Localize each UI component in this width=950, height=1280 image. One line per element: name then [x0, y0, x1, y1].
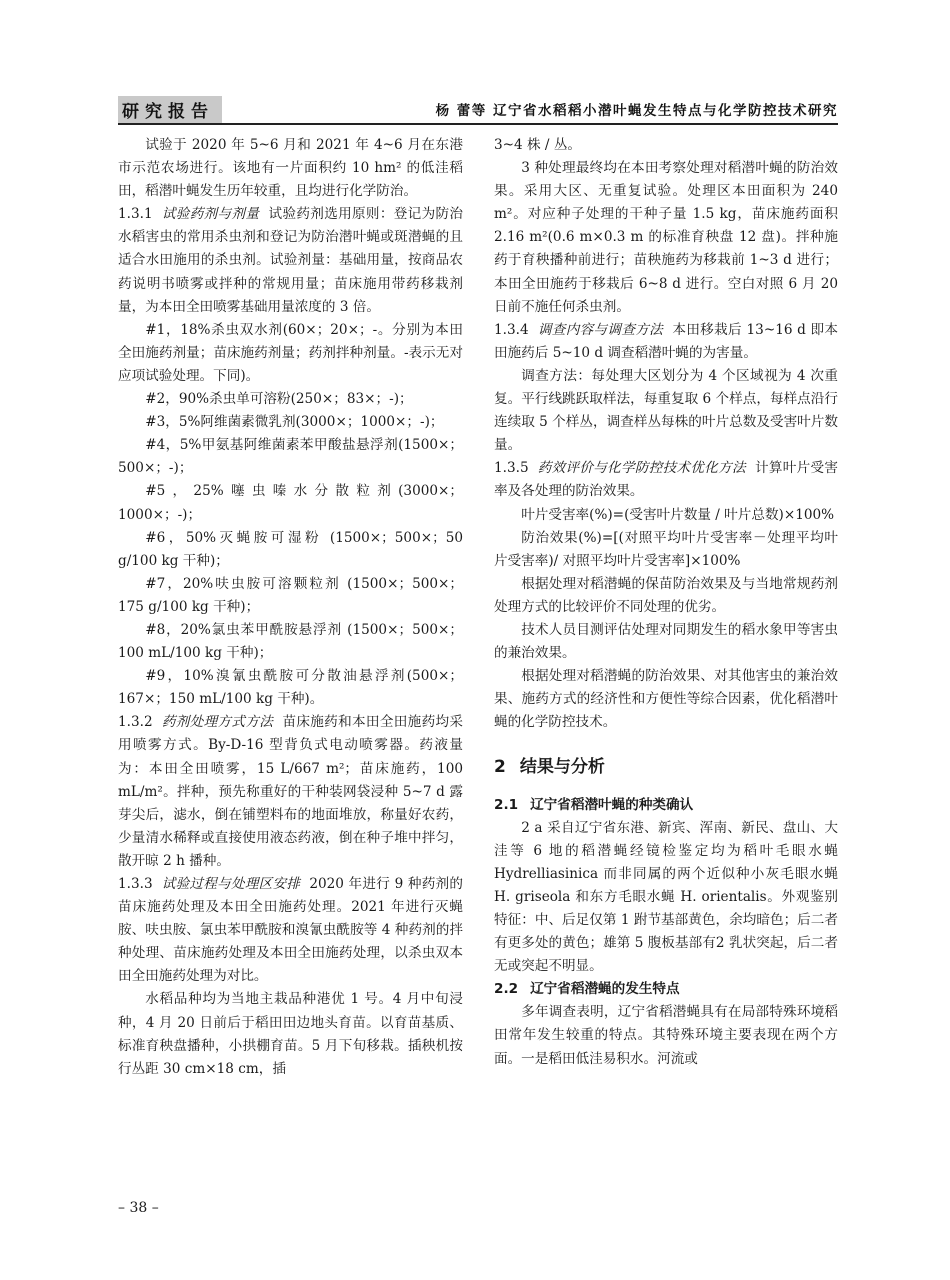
paragraph: #6，50%灭蝇胺可湿粉 (1500×；500×；50 g/100 kg 干种)；	[118, 529, 463, 569]
running-title: 杨 蕾等 辽宁省水稻稻小潜叶蝇发生特点与化学防控技术研究	[435, 103, 838, 119]
subsection-number: 1.3.2	[118, 714, 153, 731]
subsection-text: 计算叶片受害率及各处理的防治效果。	[494, 460, 838, 500]
left-column	[118, 134, 463, 1081]
subsection-text: 苗床施药和本田全田施药均采用喷雾方式。By-D-16 型背负式电动喷雾器。药液量为：本田全田喷雾，15 L/667 m²；苗床施药，100 mL/m²。拌种，预先称重好的干种装网袋浸种 5~7 d 露芽尖后，滤水，倒在铺塑料布的地面堆放，称量好农药，少量清水稀释或直接使用液态药液，倒在种子堆中拌匀，散开晾 2 h 播种。	[118, 714, 463, 869]
subsection-number: 2.1	[494, 796, 519, 813]
subsection-heading	[494, 794, 838, 817]
paragraph: 水稻品种均为当地主栽品种港优 1 号。4 月中旬浸种，4 月 20 日前后于稻田田边地头育苗。以育苗基质、标准育秧盘播种，小拱棚育苗。5 月下旬移栽。插秧机按行丛距 30 cm×18 cm，插	[118, 991, 463, 1077]
page-number: – 38 –	[118, 1200, 159, 1216]
paragraph: 多年调查表明，辽宁省稻潜蝇具有在局部特殊环境稻田常年发生较重的特点。其特殊环境主要表现在两个方面。一是稻田低洼易积水。河流或	[494, 1004, 838, 1067]
subsection-title: 药剂处理方式方法	[161, 714, 274, 731]
right-column	[494, 134, 838, 1071]
section-number: 2	[494, 757, 506, 778]
subsection-number: 1.3.1	[118, 206, 153, 223]
subsection-paragraph	[494, 457, 838, 503]
paragraph: #7，20%呋虫胺可溶颗粒剂 (1500×；500×；175 g/100 kg 干种)；	[118, 575, 463, 615]
paragraph: 3~4 株 / 丛。	[494, 137, 582, 153]
paragraph: #5，25%噻虫嗪水分散粒剂(3000×；1000×；-)；	[118, 483, 463, 523]
subsection-title: 调查内容与调查方法	[537, 321, 664, 338]
paragraph: #1，18%杀虫双水剂(60×；20×；-。分别为本田全田施药剂量；苗床施药剂量；药剂拌种剂量。-表示无对应项试验处理。下同)。	[118, 321, 463, 384]
subsection-paragraph	[118, 203, 463, 318]
subsection-number: 1.3.3	[118, 876, 153, 892]
subsection-number: 1.3.5	[494, 460, 529, 477]
subsection-title: 试验过程与处理区安排	[161, 876, 301, 892]
paragraph: #9，10%溴氰虫酰胺可分散油悬浮剂(500×；167×；150 mL/100 kg 干种)。	[118, 668, 463, 708]
paragraph: 叶片受害率(%)=(受害叶片数量 / 叶片总数)×100%	[521, 506, 835, 523]
running-header	[118, 96, 838, 122]
subsection-text: 2020 年进行 9 种药剂的苗床施药处理及本田全田施药处理。2021 年进行灭蝇胺、呋虫胺、氯虫苯甲酰胺和溴氰虫酰胺等 4 种药剂的拌种处理、苗床施药处理及本田全田施药处理，以杀虫双本田全田施药处理为对比。	[118, 876, 463, 985]
subsection-number: 2.2	[494, 981, 519, 998]
subsection-paragraph	[118, 873, 463, 988]
paragraph: 调查方法：每处理大区划分为 4 个区域视为 4 次重复。平行线跳跃取样法，每重复取 6 个样点，每样点沿行连续取 5 个样丛，调查样丛每株的叶片总数及受害叶片数量。	[494, 367, 838, 454]
subsection-text: 本田移栽后 13~16 d 即本田施药后 5~10 d 调查稻潜叶蝇的为害量。	[494, 321, 838, 361]
section-title: 结果与分析	[519, 757, 605, 778]
paragraph: 根据处理对稻潜蝇的防治效果、对其他害虫的兼治效果、施药方式的经济性和方便性等综合因素，优化稻潜叶蝇的化学防控技术。	[494, 668, 838, 731]
subsection-title: 试验药剂与剂量	[161, 206, 260, 223]
paragraph: #8，20%氯虫苯甲酰胺悬浮剂 (1500×；500×；100 mL/100 kg 干种)；	[118, 621, 463, 662]
subsection-paragraph	[118, 711, 463, 873]
subsection-number: 1.3.4	[494, 321, 529, 338]
paragraph: 根据处理对稻潜蝇的保苗防治效果及与当地常规药剂处理方式的比较评价不同处理的优劣。	[494, 575, 838, 615]
paragraph: #2，90%杀虫单可溶粉(250×；83×；-)；	[145, 391, 413, 408]
subsection-text: 试验药剂选用原则：登记为防治水稻害虫的常用杀虫剂和登记为防治潜叶蝇或斑潜蝇的且适合水田施用的杀虫剂。试验剂量：基础用量，按商品农药说明书喷雾或拌种的常规用量；苗床施用带药移栽剂量，为本田全田喷雾基础用量浓度的 3 倍。	[118, 206, 463, 315]
subsection-title: 辽宁省稻潜蝇的发生特点	[530, 981, 680, 998]
paragraph: 3 种处理最终均在本田考察处理对稻潜叶蝇的防治效果。采用大区、无重复试验。处理区本田面积为 240 m²。对应种子处理的干种子量 1.5 kg，苗床施药面积 2.16 m²(0.6 m×0.3 m 的标准育秧盘 12 盘)。拌种施药于育秧播种前进行；苗秧施药为移栽前 1~3 d 进行；本田全田施药于移栽后 6~8 d 进行。空白对照 6 月 20 日前不施任何杀虫剂。	[494, 160, 838, 315]
subsection-title: 辽宁省稻潜叶蝇的种类确认	[530, 796, 694, 813]
paragraph: 技术人员目测评估处理对同期发生的稻水象甲等害虫的兼治效果。	[494, 621, 838, 662]
paragraph: #3，5%阿维菌素微乳剂(3000×；1000×；-)；	[145, 414, 444, 431]
paragraph: 防治效果(%)=[(对照平均叶片受害率－处理平均叶片受害率)/ 对照平均叶片受害率]×100%	[494, 529, 838, 569]
subsection-title: 药效评价与化学防控技术优化方法	[537, 460, 746, 477]
paragraph: #4，5%甲氨基阿维菌素苯甲酸盐悬浮剂(1500×；500×；-)；	[118, 437, 463, 477]
section-tag: 研究报告	[118, 96, 222, 124]
paragraph: 试验于 2020 年 5~6 月和 2021 年 4~6 月在东港市示范农场进行。该地有一片面积约 10 hm² 的低洼稻田，稻潜叶蝇发生历年较重，且均进行化学防治。	[118, 137, 463, 200]
header-rule	[118, 123, 838, 125]
subsection-heading	[494, 978, 838, 1001]
subsection-paragraph	[494, 319, 838, 365]
paragraph: 2 a 采自辽宁省东港、新宾、浑南、新民、盘山、大洼等 6 地的稻潜蝇经镜检鉴定均为稻叶毛眼水蝇 Hydrelliasinica 而非同属的两个近似种小灰毛眼水蝇 H. griseola 和东方毛眼水蝇 H. orientalis。外观鉴别特征：中、后足仅第 1 跗节基部黄色，余均暗色；后二者有更多处的黄色；雄第 5 腹板基部有2 乳状突起，后二者无或突起不明显。	[494, 819, 838, 975]
section-heading	[494, 756, 838, 779]
